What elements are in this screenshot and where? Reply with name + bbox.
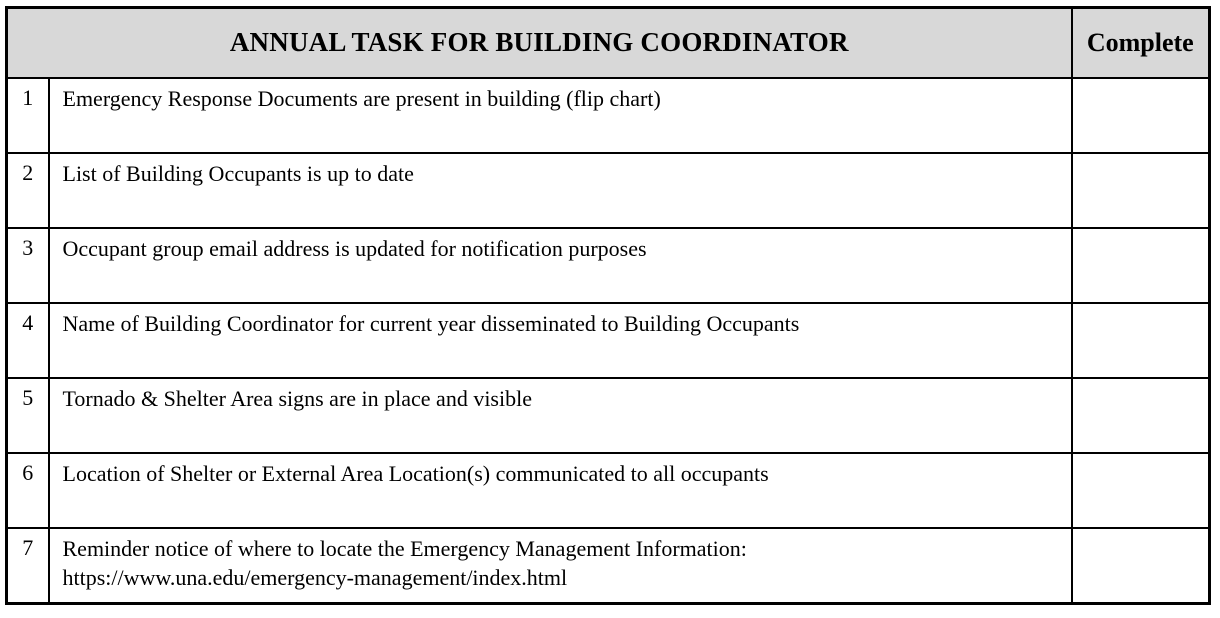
table-row — [7, 453, 1210, 528]
complete-cell[interactable] — [1072, 453, 1210, 528]
table-row — [7, 228, 1210, 303]
annual-task-table — [5, 6, 1211, 605]
complete-cell[interactable] — [1072, 153, 1210, 228]
task-link: https://www.una.edu/emergency-management/index.html — [62, 564, 568, 590]
complete-cell[interactable] — [1072, 378, 1210, 453]
task-text: List of Building Occupants is up to date — [62, 160, 414, 186]
task-cell — [49, 528, 1072, 604]
row-number: 6 — [7, 453, 49, 528]
complete-column-header: Complete — [1072, 8, 1210, 78]
task-cell — [49, 303, 1072, 378]
task-text: Occupant group email address is updated for notification purposes — [62, 235, 647, 261]
row-number: 2 — [7, 153, 49, 228]
row-number: 4 — [7, 303, 49, 378]
table-title: ANNUAL TASK FOR BUILDING COORDINATOR — [7, 8, 1072, 78]
row-number: 3 — [7, 228, 49, 303]
row-number: 7 — [7, 528, 49, 604]
table-header-row — [7, 8, 1210, 78]
task-cell — [49, 228, 1072, 303]
task-text: Name of Building Coordinator for current year disseminated to Building Occupants — [62, 310, 800, 336]
row-number: 1 — [7, 78, 49, 153]
task-cell — [49, 78, 1072, 153]
table-row — [7, 528, 1210, 604]
task-cell — [49, 153, 1072, 228]
table-row — [7, 153, 1210, 228]
task-text: Location of Shelter or External Area Location(s) communicated to all occupants — [62, 460, 769, 486]
complete-cell[interactable] — [1072, 303, 1210, 378]
complete-cell[interactable] — [1072, 528, 1210, 604]
task-text: Emergency Response Documents are present in building (flip chart) — [62, 85, 661, 111]
complete-cell[interactable] — [1072, 78, 1210, 153]
table-row — [7, 303, 1210, 378]
table-row — [7, 78, 1210, 153]
row-number: 5 — [7, 378, 49, 453]
task-cell — [49, 378, 1072, 453]
task-text: Reminder notice of where to locate the Emergency Management Information: — [62, 535, 747, 561]
complete-cell[interactable] — [1072, 228, 1210, 303]
task-cell — [49, 453, 1072, 528]
table-row — [7, 378, 1210, 453]
task-text: Tornado & Shelter Area signs are in place and visible — [62, 385, 532, 411]
